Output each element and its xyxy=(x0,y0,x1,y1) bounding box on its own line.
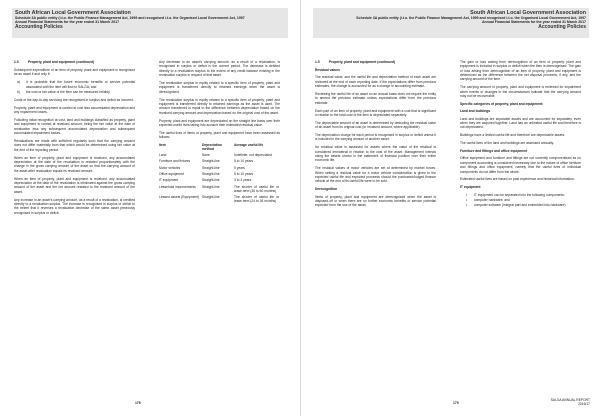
org-title: South African Local Government Association xyxy=(15,9,131,16)
paragraph: Property, plant and equipment is carried at cost less accumulated depreciation and any impairment losses. xyxy=(14,105,135,115)
section-heading xyxy=(315,60,436,64)
paragraph: Any increase in an asset's carrying amount, as a result of a revaluation, is credited directly to a revaluation surplus. The increase is recognised in surplus or deficit to the extent that it reverses a revaluation decrease of the same asset previously recognised in surplus or deficit. xyxy=(14,197,135,215)
section-title: Property, plant and equipment (continued) xyxy=(28,60,95,64)
left-column-2 xyxy=(159,60,280,209)
list-item: • computer software (integral part and embedded into hardware). xyxy=(460,203,581,207)
method-cell: Straight-line xyxy=(202,178,220,183)
item-cell: IT equipment xyxy=(159,178,179,183)
paragraph: When an item of property, plant and equipment is revalued, any accumulated depreciation at the date of the revaluation is eliminated against the gross carrying amount of the asset and the net amount restated to the revalued amount of the asset. xyxy=(14,176,135,194)
left-column-1 xyxy=(14,60,135,219)
section-number: 1.5 xyxy=(315,60,320,64)
life-cell: 5 years xyxy=(234,165,245,170)
footer-report-year: 2016/17 xyxy=(578,402,590,407)
paragraph: The useful lives of the land and buildings are assessed annually. xyxy=(460,141,554,146)
column-header: Average useful life xyxy=(234,143,264,148)
paragraph: Any decrease in an asset's carrying amount, as a result of a revaluation, is recognised in surplus or deficit in the current period. The decrease is debited directly to a revaluation surplus to the extent of any credit balance existing in the revaluation surplus in respect of that asset. xyxy=(159,60,280,78)
org-title: South African Local Government Association xyxy=(470,9,586,16)
section-title: Property, plant and equipment (continued) xyxy=(329,60,396,64)
paragraph: Revaluations are made with sufficient regularity such that the carrying amount does not differ materially from that which would be determined using fair value at the end of the reporting period. xyxy=(14,139,135,152)
column-header: Item xyxy=(159,143,166,148)
subheading-it-equipment: IT equipment xyxy=(460,185,481,190)
table-row xyxy=(159,185,280,196)
paragraph: The gain or loss arising from derecognition of an item of property, plant and equipment is included in surplus or deficit when the item is derecognised. The gain or loss arising from derecognition of an item of property, plant and equipment is determined as the difference between the net disposal proceeds, if any, and the carrying amount of the item. xyxy=(460,60,581,82)
footer-report-name: SALGA ANNUAL REPORT xyxy=(550,397,590,402)
life-cell: The shorter of useful life or lease term (36 to 60 months) xyxy=(234,184,279,193)
right-column-2 xyxy=(460,60,581,211)
item-cell: Office equipment xyxy=(159,172,184,177)
paragraph: The carrying amount of property, plant and equipment is reviewed for impairment when events or changes in the circumstances indicate that the carrying amount may not be recoverable. xyxy=(460,85,581,98)
paragraph: When an item of property, plant and equipment is revalued, any accumulated depreciation at the date of the revaluation is restated proportionately with the change in the gross carrying amount of the asset so that the carrying amount of the asset after revaluation equals its revalued amount. xyxy=(14,155,135,173)
useful-lives-table xyxy=(159,143,280,206)
item-cell: Furniture and fixtures xyxy=(159,159,191,164)
paragraph: Following initial recognition at cost, land and buildings classified as property, plant and equipment is carried at revalued amount, being the fair value at the date of revaluation less any subsequent accumulated depreciation and subsequent accumulated impairment losses. xyxy=(14,118,135,136)
life-cell: 5 to 10 years xyxy=(234,172,254,177)
paragraph: Land and buildings are separable assets and are accounted for separately, even when they are acquired together. Land has an unlimited useful life and therefore is not depreciated. xyxy=(460,116,581,130)
list-item: b) the cost or fair value of the item can be measured reliably. xyxy=(17,89,111,94)
paragraph: Items of property, plant and equipment are derecognised when the asset is disposed-off or when there are no further economic benefits or service potential expected from the use of the asset. xyxy=(315,194,436,208)
it-components-list xyxy=(460,193,581,208)
statement-period: Annual Financial Statements for the year ended 31 March 2017 xyxy=(481,20,586,25)
method-cell: None xyxy=(202,153,210,158)
list-item: a) It is probable that the future economic benefits or service potential associated with the item will flow to SALGA; and xyxy=(17,80,135,89)
paragraph: The revaluation surplus in equity related to a specific item of property, plant and equipment is transferred directly to retained earnings as the asset is used. The amount transferred is equal to the difference between depreciation based on the revalued carrying amount and depreciation based on the original cost of the asset. xyxy=(159,97,280,115)
item-cell: Motor vehicles xyxy=(159,165,181,170)
table-row xyxy=(159,195,280,206)
method-cell: Straight-line xyxy=(202,159,220,164)
paragraph: Costs of the day-to-day servicing are recognised in surplus and deficit as incurred. xyxy=(14,97,134,102)
paragraph: Office equipment and furniture and fittings are not currently componentised as no component accounting is considered necessary due to the nature of office furniture and fittings and office equipment, namely that the useful lives of individual components do not differ from the whole. xyxy=(460,156,581,174)
conditions-list xyxy=(14,80,135,94)
subheading-residual-values: Residual values xyxy=(315,67,340,72)
list-item: • computer hardware; and xyxy=(460,198,581,202)
subheading-derecognition: Derecognition xyxy=(315,187,338,192)
section-subtitle: Accounting Policies xyxy=(15,24,63,31)
paragraph: Reviewing the useful life of an asset on an annual basis does not require the entity to amend the previous estimate unless expectations differ from the previous estimate. xyxy=(315,91,436,105)
paragraph: Each part of an item of property, plant and equipment with a cost that is significant in relation to the total cost of the item is depreciated separately. xyxy=(315,108,436,117)
section-subtitle: Accounting Policies xyxy=(538,24,586,31)
paragraph: The useful lives of items of property, plant and equipment have been assessed as follows: xyxy=(159,130,280,140)
subheading-furniture: Furniture and fittings and office equipment xyxy=(460,149,528,154)
right-page xyxy=(300,0,600,416)
column-header: Depreciation method xyxy=(202,143,222,152)
paragraph: The depreciation charge for each period is recognised in surplus or deficit unless it is included in the carrying amount of another asset. xyxy=(315,133,436,142)
method-cell: Straight-line xyxy=(202,165,220,170)
paragraph: Estimated useful lives are based on past experience and historical information. xyxy=(460,177,575,182)
table-header-row xyxy=(159,143,280,153)
life-cell: Indefinite, not depreciated xyxy=(234,153,272,158)
paragraph: The residual values of motor vehicles are set at determined by market forces. When setting a residual value for a motor vehicle consideration is given to the expected useful life and expected proceeds should the purchased/lodged finance vehicle at the end of its useful life were to be sold. xyxy=(315,166,436,184)
paragraph: Property, plant and equipment are depreciated on the straight line basis over their expected useful lives taking into account their estimated residual value. xyxy=(159,118,280,127)
page-header xyxy=(313,8,589,38)
paragraph: The revaluation surplus in equity related to a specific item of property, plant and equipment is transferred directly to retained earnings when the asset is derecognised. xyxy=(159,80,280,94)
paragraph: The residual value, and the useful life and depreciation method of each asset are reviewed at the end of each reporting date. If the expectations differ from previous estimates, the change is accounted for as a change in accounting estimate. xyxy=(315,75,436,88)
life-cell: The shorter of useful life or lease term (24 to 36 months) xyxy=(234,195,279,204)
paragraph: No residual value is assessed for assets where the value of the residual is considered immaterial in relation to the cost of the asset. Management intends using the assets shown in the statement of financial position over their entire economic life. xyxy=(315,145,436,163)
subheading-land-buildings: Land and buildings xyxy=(460,109,491,114)
list-item: • IT equipment can be separated into the following components: xyxy=(460,193,581,197)
right-column-1 xyxy=(315,60,436,211)
paragraph: The depreciable amount of an asset is determined by deducting the residual value of an asset from its original cost (or revalued amount, where applicable). xyxy=(315,120,436,130)
life-cell: 5 to 10 years xyxy=(234,159,254,164)
section-heading xyxy=(14,60,135,64)
paragraph: Buildings have a limited useful life and therefore are depreciable assets. xyxy=(460,133,566,138)
item-cell: Leasehold improvements xyxy=(159,184,196,189)
method-cell: Straight-line xyxy=(202,172,220,177)
statement-period: Annual Financial Statements for the year ended 31 March 2017 xyxy=(15,20,120,25)
subheading-specific-categories: Specific categories of property, plant and equipment: xyxy=(460,101,544,106)
entity-schedule: Schedule 3A public entity (i.t.o. the Public Finance Management Act, 1999 and recognised i.t.o. the Organised Local Government Act, 1997 xyxy=(15,15,245,20)
page-number: 176 xyxy=(135,400,141,405)
method-cell: Straight-line xyxy=(202,195,220,200)
entity-schedule: Schedule 3A public entity (i.t.o. the Public Finance Management Act, 1999 and recognised i.t.o. the Organised Local Government Act, 1997 xyxy=(356,15,586,20)
page-header xyxy=(12,8,288,38)
section-number: 1.5 xyxy=(14,60,19,64)
item-cell: Land xyxy=(159,153,167,158)
method-cell: Straight-line xyxy=(202,184,220,189)
report-footer xyxy=(551,398,590,407)
life-cell: 3 to 4 years xyxy=(234,178,252,183)
page-number: 179 xyxy=(453,400,459,405)
paragraph: Subsequent expenditure of an item of property, plant and equipment is recognised as an asset if and only if: xyxy=(14,67,135,77)
item-cell: Leased assets (Equipment) xyxy=(159,195,200,200)
